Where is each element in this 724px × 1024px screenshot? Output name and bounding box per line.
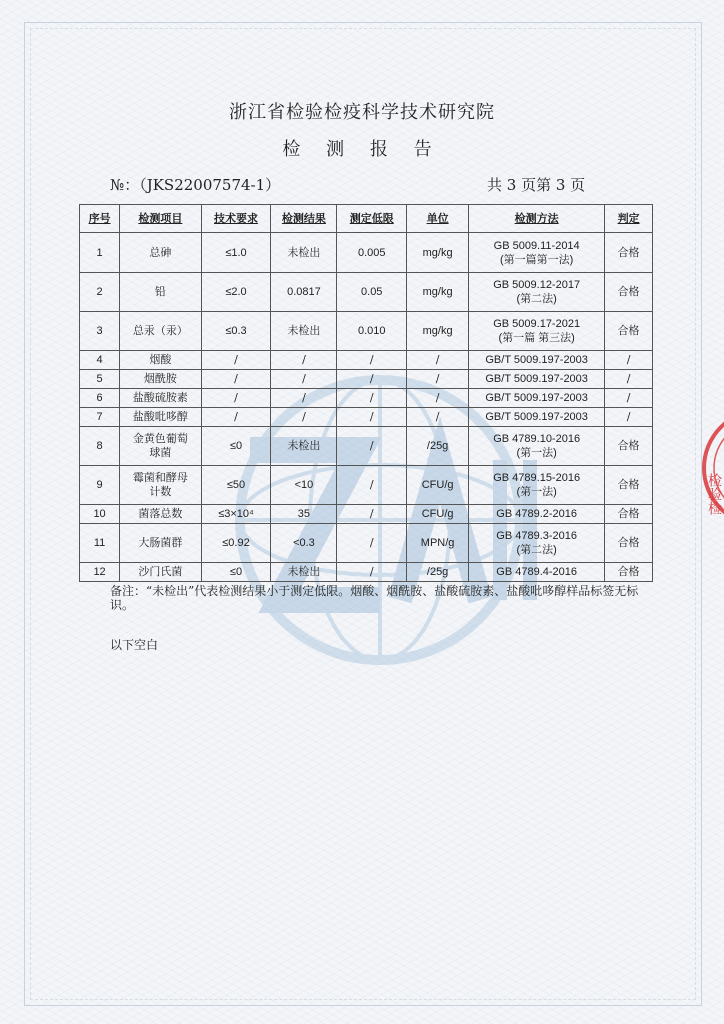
cell-limit: / <box>337 563 407 582</box>
cell-result: / <box>271 370 337 389</box>
table-row <box>80 351 653 370</box>
remark-note: 备注：“未检出”代表检测结果小于测定低限。烟酸、烟酰胺、盐酸硫胺素、盐酸吡哆醇样品标签无标识。 <box>110 584 639 612</box>
cell-verdict: 合格 <box>605 524 653 563</box>
cell-method: GB 4789.4-2016 <box>469 563 605 582</box>
cell-result: 35 <box>271 505 337 524</box>
cell-no: 6 <box>80 389 120 408</box>
col-header-req: 技术要求 <box>201 205 271 233</box>
cell-verdict: / <box>605 408 653 427</box>
report-number: №：（JKS22007574-1） <box>110 176 281 194</box>
table-row <box>80 273 653 312</box>
cell-item: 沙门氏菌 <box>120 563 201 582</box>
cell-no: 12 <box>80 563 120 582</box>
cell-unit: /25g <box>407 563 469 582</box>
cell-method: GB 4789.2-2016 <box>469 505 605 524</box>
cell-result: <10 <box>271 466 337 505</box>
cell-result: <0.3 <box>271 524 337 563</box>
cell-req: / <box>201 351 271 370</box>
cell-no: 7 <box>80 408 120 427</box>
table-row <box>80 427 653 466</box>
cell-method: GB/T 5009.197-2003 <box>469 370 605 389</box>
cell-no: 10 <box>80 505 120 524</box>
cell-item <box>120 427 201 466</box>
cell-method <box>469 273 605 312</box>
method-note: (第一篇 第三法) <box>498 332 575 344</box>
cell-limit: / <box>337 408 407 427</box>
results-table <box>79 204 653 582</box>
cell-result: 0.0817 <box>271 273 337 312</box>
item-line2: 计数 <box>149 485 172 498</box>
cell-no: 4 <box>80 351 120 370</box>
seal-text: 检验检 <box>706 473 722 515</box>
item-line1: 金黄色葡萄 <box>132 432 188 445</box>
cell-no: 1 <box>80 233 120 273</box>
cell-unit: / <box>407 408 469 427</box>
cell-req: ≤0 <box>201 563 271 582</box>
col-header-no: 序号 <box>80 205 120 233</box>
cell-req: / <box>201 389 271 408</box>
col-header-limit: 测定低限 <box>337 205 407 233</box>
table-row <box>80 466 653 505</box>
method-note: (第二法) <box>516 544 557 556</box>
method-code: GB 5009.12-2017 <box>493 279 581 291</box>
cell-req: ≤1.0 <box>201 233 271 273</box>
cell-result: / <box>271 389 337 408</box>
cell-unit: / <box>407 370 469 389</box>
cell-limit: 0.05 <box>337 273 407 312</box>
cell-no: 2 <box>80 273 120 312</box>
institute-name: 浙江省检验检疫科学技术研究院 <box>229 102 495 123</box>
cell-result: 未检出 <box>271 233 337 273</box>
cell-limit: / <box>337 351 407 370</box>
table-row <box>80 389 653 408</box>
cell-unit: / <box>407 351 469 370</box>
cell-req: ≤0.3 <box>201 312 271 351</box>
cell-method <box>469 466 605 505</box>
cell-verdict: 合格 <box>605 427 653 466</box>
cell-method <box>469 233 605 273</box>
cell-no: 9 <box>80 466 120 505</box>
method-note: (第一法) <box>516 486 557 498</box>
method-code: GB 5009.17-2021 <box>493 318 581 330</box>
cell-limit: 0.010 <box>337 312 407 351</box>
item-line2: 球菌 <box>149 446 172 459</box>
cell-method <box>469 312 605 351</box>
cell-item: 铅 <box>120 273 201 312</box>
col-header-item: 检测项目 <box>120 205 201 233</box>
cell-result: / <box>271 351 337 370</box>
cell-verdict: 合格 <box>605 505 653 524</box>
cell-req: ≤3×10⁴ <box>201 505 271 524</box>
cell-limit: 0.005 <box>337 233 407 273</box>
cell-result: 未检出 <box>271 563 337 582</box>
cell-unit: mg/kg <box>407 273 469 312</box>
cell-result: / <box>271 408 337 427</box>
cell-method: GB/T 5009.197-2003 <box>469 351 605 370</box>
cell-item: 盐酸吡哆醇 <box>120 408 201 427</box>
item-line1: 霉菌和酵母 <box>132 471 188 484</box>
page-info: 共 3 页第 3 页 <box>487 176 586 194</box>
cell-item: 烟酰胺 <box>120 370 201 389</box>
cell-item: 大肠菌群 <box>120 524 201 563</box>
cell-req: ≤50 <box>201 466 271 505</box>
cell-unit: mg/kg <box>407 233 469 273</box>
table-body <box>80 233 653 582</box>
method-code: GB 4789.15-2016 <box>493 472 581 484</box>
method-code: GB 4789.3-2016 <box>496 530 578 542</box>
cell-verdict: 合格 <box>605 466 653 505</box>
cell-unit: mg/kg <box>407 312 469 351</box>
cell-verdict: / <box>605 370 653 389</box>
cell-limit: / <box>337 389 407 408</box>
cell-req: ≤0.92 <box>201 524 271 563</box>
table-row <box>80 233 653 273</box>
col-header-result: 检测结果 <box>271 205 337 233</box>
cell-item: 菌落总数 <box>120 505 201 524</box>
cell-result: 未检出 <box>271 312 337 351</box>
col-header-verdict: 判定 <box>605 205 653 233</box>
col-header-unit: 单位 <box>407 205 469 233</box>
cell-limit: / <box>337 524 407 563</box>
cell-req: / <box>201 370 271 389</box>
cell-no: 8 <box>80 427 120 466</box>
cell-verdict: 合格 <box>605 273 653 312</box>
cell-item: 盐酸硫胺素 <box>120 389 201 408</box>
report-title: 检 测 报 告 <box>282 139 442 160</box>
cell-result: 未检出 <box>271 427 337 466</box>
cell-no: 5 <box>80 370 120 389</box>
col-header-method: 检测方法 <box>469 205 605 233</box>
cell-req: / <box>201 408 271 427</box>
cell-method <box>469 524 605 563</box>
table-row <box>80 408 653 427</box>
cell-unit: CFU/g <box>407 466 469 505</box>
cell-limit: / <box>337 370 407 389</box>
cell-unit: /25g <box>407 427 469 466</box>
cell-verdict: 合格 <box>605 233 653 273</box>
method-note: (第一篇第一法) <box>499 253 574 266</box>
table-header-row <box>80 205 653 233</box>
method-note: (第一法) <box>516 447 557 459</box>
table-row <box>80 524 653 563</box>
cell-method: GB/T 5009.197-2003 <box>469 408 605 427</box>
cell-unit: CFU/g <box>407 505 469 524</box>
cell-no: 11 <box>80 524 120 563</box>
cell-item: 总汞（汞） <box>120 312 201 351</box>
method-code: GB 4789.10-2016 <box>493 433 581 445</box>
blank-below-note: 以下空白 <box>110 638 159 652</box>
cell-item <box>120 466 201 505</box>
cell-verdict: 合格 <box>605 563 653 582</box>
cell-verdict: / <box>605 351 653 370</box>
table-row <box>80 312 653 351</box>
cell-method <box>469 427 605 466</box>
table-row <box>80 505 653 524</box>
cell-item: 烟酸 <box>120 351 201 370</box>
cell-limit: / <box>337 505 407 524</box>
cell-limit: / <box>337 427 407 466</box>
cell-req: ≤0 <box>201 427 271 466</box>
cell-verdict: / <box>605 389 653 408</box>
cell-unit: / <box>407 389 469 408</box>
method-code: GB 5009.11-2014 <box>493 239 580 252</box>
table-row <box>80 563 653 582</box>
cell-method: GB/T 5009.197-2003 <box>469 389 605 408</box>
cell-unit: MPN/g <box>407 524 469 563</box>
method-note: (第二法) <box>516 293 557 305</box>
cell-no: 3 <box>80 312 120 351</box>
table-row <box>80 370 653 389</box>
cell-verdict: 合格 <box>605 312 653 351</box>
red-seal-stamp <box>700 378 724 558</box>
cell-req: ≤2.0 <box>201 273 271 312</box>
cell-limit: / <box>337 466 407 505</box>
cell-item: 总砷 <box>120 233 201 273</box>
